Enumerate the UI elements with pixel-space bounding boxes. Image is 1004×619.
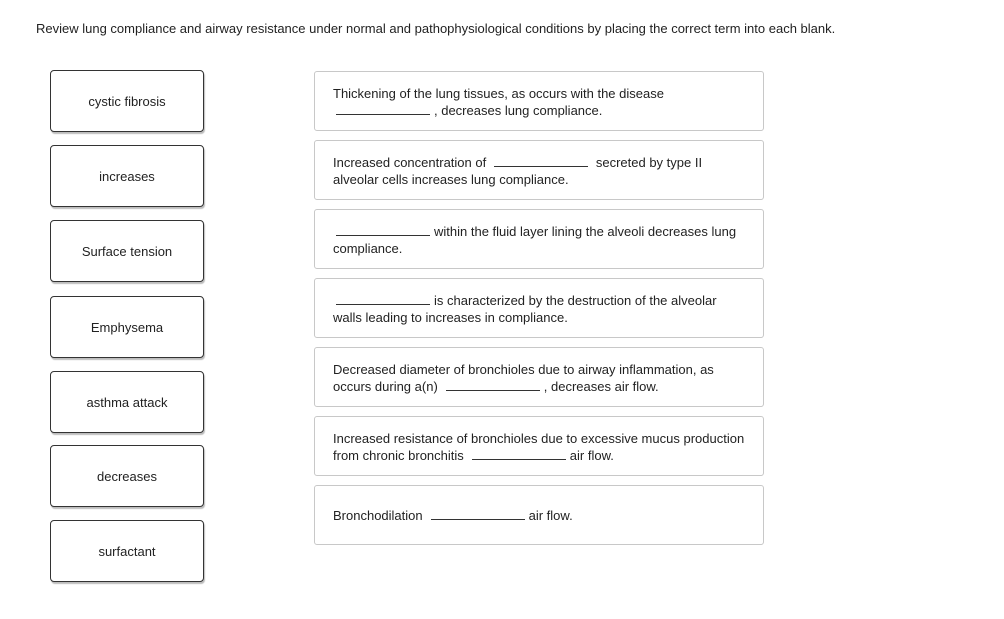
term-card-emphysema[interactable]: Emphysema (50, 296, 204, 358)
sentence-card-6 (314, 416, 764, 476)
term-card-asthma-attack[interactable]: asthma attack (50, 371, 204, 433)
sentence-text-before: Thickening of the lung tissues, as occurs with the disease (333, 86, 664, 101)
term-card-increases[interactable]: increases (50, 145, 204, 207)
sentence-card-1 (314, 71, 764, 131)
sentence-text-before: Increased concentration of (333, 155, 487, 170)
sentence-card-7 (314, 485, 764, 545)
sentence-card-4 (314, 278, 764, 338)
sentence-text-after: secreted by type II alveolar cells increases lung compliance. (333, 155, 703, 187)
term-card-cystic-fibrosis[interactable]: cystic fibrosis (50, 70, 204, 132)
drop-blank-1[interactable] (336, 103, 430, 115)
sentence-text-after: is characterized by the destruction of the alveolar walls leading to increases in compliance. (333, 293, 717, 325)
sentence-card-5 (314, 347, 764, 407)
sentence-text-after: air flow. (528, 508, 573, 523)
sentence-text-after: , decreases lung compliance. (434, 103, 603, 118)
sentence-text-after: within the fluid layer lining the alveoli decreases lung compliance. (333, 224, 737, 256)
drop-blank-6[interactable] (472, 448, 566, 460)
drop-blank-4[interactable] (336, 293, 430, 305)
term-card-surface-tension[interactable]: Surface tension (50, 220, 204, 282)
drop-blank-5[interactable] (446, 379, 540, 391)
drop-blank-3[interactable] (336, 224, 430, 236)
sentence-text-after: air flow. (569, 448, 614, 463)
sentence-text-after: , decreases air flow. (543, 379, 659, 394)
sentence-text-before: Decreased diameter of bronchioles due to airway inflammation, as occurs during a(n) (333, 362, 714, 394)
sentence-text-before: Increased resistance of bronchioles due to excessive mucus production from chronic bronchitis (333, 431, 745, 463)
term-card-surfactant[interactable]: surfactant (50, 520, 204, 582)
drop-blank-2[interactable] (494, 155, 588, 167)
drop-blank-7[interactable] (431, 508, 525, 520)
sentence-text-before: Bronchodilation (333, 508, 423, 523)
sentence-card-3 (314, 209, 764, 269)
term-card-decreases[interactable]: decreases (50, 445, 204, 507)
instructions-text: Review lung compliance and airway resistance under normal and pathophysiological conditions by placing the correct term into each blank. (36, 21, 836, 36)
sentence-card-2 (314, 140, 764, 200)
